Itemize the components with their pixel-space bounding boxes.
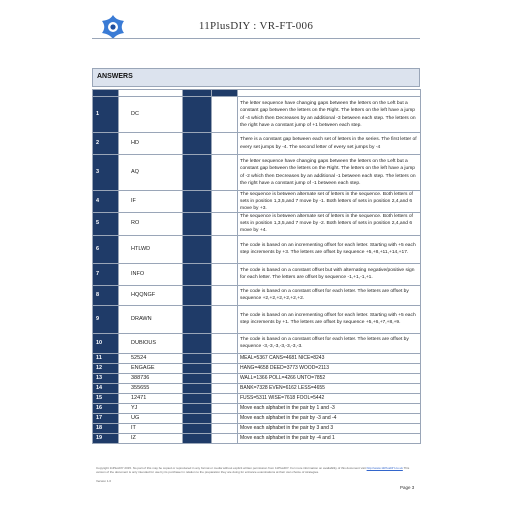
answer-explanation: The letter sequence have changing gaps between the letters on the Left but a constant gap between the letters on the Right. The letters on the left have a jump of -4 which then Decreases by an additional -3 between each step. The letters on the right have a constant jump of +1 between each step. bbox=[238, 97, 421, 133]
answer-number: 12 bbox=[93, 363, 119, 373]
empty-cell bbox=[212, 373, 238, 383]
answer-number: 15 bbox=[93, 393, 119, 403]
empty-cell bbox=[212, 413, 238, 423]
answer-value: AQ bbox=[119, 155, 183, 191]
answers-title: ANSWERS bbox=[97, 73, 133, 80]
answer-value: 388736 bbox=[119, 373, 183, 383]
page-title: 11PlusDIY : VR-FT-006 bbox=[198, 20, 314, 32]
answer-explanation: BANK=7328 EVEN=6162 LESS=4655 bbox=[238, 383, 421, 393]
spacer-cell bbox=[183, 423, 212, 433]
answer-row bbox=[93, 433, 421, 443]
answer-row bbox=[93, 133, 421, 155]
empty-cell bbox=[212, 263, 238, 285]
header-rule bbox=[92, 38, 420, 39]
answer-row bbox=[93, 155, 421, 191]
table-header-row bbox=[93, 90, 421, 97]
empty-cell bbox=[212, 433, 238, 443]
answer-explanation: HANG=4658 DEED=3773 WOOD=2113 bbox=[238, 363, 421, 373]
empty-cell bbox=[212, 155, 238, 191]
empty-cell bbox=[212, 285, 238, 305]
answer-explanation: Move each alphabet in the pair by -4 and 1 bbox=[238, 433, 421, 443]
answer-number: 7 bbox=[93, 263, 119, 285]
answer-number: 13 bbox=[93, 373, 119, 383]
answer-explanation: The code is based on an incrementing offset for each letter. Starting with +5 each step increments by +1. The letters are offset by sequence +5,+6,+7,+8,+9. bbox=[238, 305, 421, 333]
answer-explanation: The code is based on an incrementing offset for each letter. Starting with +5 each step increments by +3. The letters are offset by sequence +5,+8,+11,+14,+17. bbox=[238, 235, 421, 263]
spacer-cell bbox=[183, 333, 212, 353]
spacer-cell bbox=[183, 305, 212, 333]
spacer-cell bbox=[183, 353, 212, 363]
answer-row bbox=[93, 97, 421, 133]
answer-number: 1 bbox=[93, 97, 119, 133]
answer-number: 16 bbox=[93, 403, 119, 413]
answer-number: 8 bbox=[93, 285, 119, 305]
answer-row bbox=[93, 393, 421, 403]
answer-number: 4 bbox=[93, 191, 119, 213]
answer-value: 355655 bbox=[119, 383, 183, 393]
spacer-cell bbox=[183, 383, 212, 393]
empty-cell bbox=[212, 363, 238, 373]
answer-number: 6 bbox=[93, 235, 119, 263]
answer-value: DUBIOUS bbox=[119, 333, 183, 353]
spacer-cell bbox=[183, 235, 212, 263]
empty-cell bbox=[212, 133, 238, 155]
spacer-cell bbox=[183, 285, 212, 305]
answer-value: ENGAGE bbox=[119, 363, 183, 373]
empty-cell bbox=[212, 213, 238, 235]
spacer-cell bbox=[183, 263, 212, 285]
answer-explanation: The code is based on a constant offset for each letter. The letters are offset by sequence -3,-3,-3,-3,-3,-3,-3. bbox=[238, 333, 421, 353]
answer-value: DRAWN bbox=[119, 305, 183, 333]
answer-explanation: Move each alphabet in the pair by 3 and 3 bbox=[238, 423, 421, 433]
answer-explanation: WALL=1366 POLL=4266 UNTO=7852 bbox=[238, 373, 421, 383]
answer-row bbox=[93, 333, 421, 353]
spacer-cell bbox=[183, 97, 212, 133]
header-cell bbox=[93, 90, 119, 97]
answer-row bbox=[93, 413, 421, 423]
header-cell bbox=[238, 90, 421, 97]
answer-value: IZ bbox=[119, 433, 183, 443]
header-cell bbox=[212, 90, 238, 97]
empty-cell bbox=[212, 191, 238, 213]
answer-number: 9 bbox=[93, 305, 119, 333]
answer-value: HTLWD bbox=[119, 235, 183, 263]
answer-number: 17 bbox=[93, 413, 119, 423]
answer-value: 52524 bbox=[119, 353, 183, 363]
answer-number: 2 bbox=[93, 133, 119, 155]
answer-value: 12471 bbox=[119, 393, 183, 403]
answer-explanation: Move each alphabet in the pair by 1 and -3 bbox=[238, 403, 421, 413]
empty-cell bbox=[212, 353, 238, 363]
answer-number: 14 bbox=[93, 383, 119, 393]
empty-cell bbox=[212, 383, 238, 393]
empty-cell bbox=[212, 235, 238, 263]
version-label: Version 1.0 bbox=[96, 479, 112, 483]
answers-header bbox=[92, 68, 420, 87]
answer-row bbox=[93, 353, 421, 363]
empty-cell bbox=[212, 423, 238, 433]
website-link[interactable]: http://www.11PlusDIY.co.uk bbox=[366, 466, 403, 470]
answer-value: INFO bbox=[119, 263, 183, 285]
spacer-cell bbox=[183, 393, 212, 403]
answer-explanation: The sequence is between alternate set of letters in the sequence. Both letters of sets in position 1,3,5,and 7 move by -2. Both letters of sets in position 2,4,and 6 move by +4. bbox=[238, 213, 421, 235]
answer-explanation: The letter sequence have changing gaps between the letters on the Left but a constant gap between the letters on the Right. The letters on the left have a jump of -2 which then Decreases by an additional -1 between each step. The letters on the right have a constant jump of -1 between each step. bbox=[238, 155, 421, 191]
answer-row bbox=[93, 191, 421, 213]
answer-row bbox=[93, 383, 421, 393]
spacer-cell bbox=[183, 413, 212, 423]
answer-value: HD bbox=[119, 133, 183, 155]
answer-row bbox=[93, 305, 421, 333]
answer-explanation: The code is based on a constant offset but with alternating negative/positive sign for each letter. The letters are offset by sequence -1,+1,-1,+1. bbox=[238, 263, 421, 285]
answer-explanation: There is a constant gap between each set of letters in the series. The first letter of every set jumps by -4. The second letter of every set jumps by -4 bbox=[238, 133, 421, 155]
spacer-cell bbox=[183, 363, 212, 373]
spacer-cell bbox=[183, 373, 212, 383]
empty-cell bbox=[212, 333, 238, 353]
answer-value: UG bbox=[119, 413, 183, 423]
answer-row bbox=[93, 235, 421, 263]
copyright-footer bbox=[96, 466, 416, 474]
answer-number: 19 bbox=[93, 433, 119, 443]
header-cell bbox=[119, 90, 183, 97]
answer-number: 10 bbox=[93, 333, 119, 353]
empty-cell bbox=[212, 97, 238, 133]
spacer-cell bbox=[183, 213, 212, 235]
page-number: Page 3 bbox=[400, 485, 415, 490]
answer-row bbox=[93, 373, 421, 383]
answer-value: RO bbox=[119, 213, 183, 235]
empty-cell bbox=[212, 305, 238, 333]
answer-number: 11 bbox=[93, 353, 119, 363]
spacer-cell bbox=[183, 433, 212, 443]
answer-value: HQQNGF bbox=[119, 285, 183, 305]
answers-table bbox=[92, 89, 421, 444]
answer-explanation: The sequence is between alternate set of letters in the sequence. Both letters of sets in position 1,3,5,and 7 move by -1. Both letters of sets in position 2,4,and 6 move by +3. bbox=[238, 191, 421, 213]
empty-cell bbox=[212, 403, 238, 413]
answer-row bbox=[93, 363, 421, 373]
answer-explanation: Move each alphabet in the pair by -3 and -4 bbox=[238, 413, 421, 423]
answer-number: 5 bbox=[93, 213, 119, 235]
answer-value: DC bbox=[119, 97, 183, 133]
spacer-cell bbox=[183, 403, 212, 413]
copyright-tail: This version of the document is only intended for use by its purchaser in relation to the preparation they are doing for entrance examinations at their own choice of strategies. bbox=[96, 466, 410, 474]
copyright-text: Copyright 11PlusDIY 2015. No part of this may be copied or reproduced in any format or media without explicit written permission from 11PlusDIY. For more information on availability of this document visit bbox=[96, 466, 366, 470]
answer-value: YJ bbox=[119, 403, 183, 413]
answer-number: 18 bbox=[93, 423, 119, 433]
answer-explanation: The code is based on a constant offset for each letter. The letters are offset by sequence +2,+2,+2,+2,+2,+2. bbox=[238, 285, 421, 305]
answer-value: IT bbox=[119, 423, 183, 433]
answer-value: IF bbox=[119, 191, 183, 213]
answer-row bbox=[93, 213, 421, 235]
answer-row bbox=[93, 263, 421, 285]
spacer-cell bbox=[183, 133, 212, 155]
answer-row bbox=[93, 423, 421, 433]
spacer-cell bbox=[183, 155, 212, 191]
answer-explanation: MEAL=5367 CANS=4681 NICE=8243 bbox=[238, 353, 421, 363]
spacer-cell bbox=[183, 191, 212, 213]
answer-row bbox=[93, 285, 421, 305]
empty-cell bbox=[212, 393, 238, 403]
answer-row bbox=[93, 403, 421, 413]
answer-explanation: FUSS=5311 WISE=7618 FOOL=5442 bbox=[238, 393, 421, 403]
header-cell bbox=[183, 90, 212, 97]
answer-number: 3 bbox=[93, 155, 119, 191]
